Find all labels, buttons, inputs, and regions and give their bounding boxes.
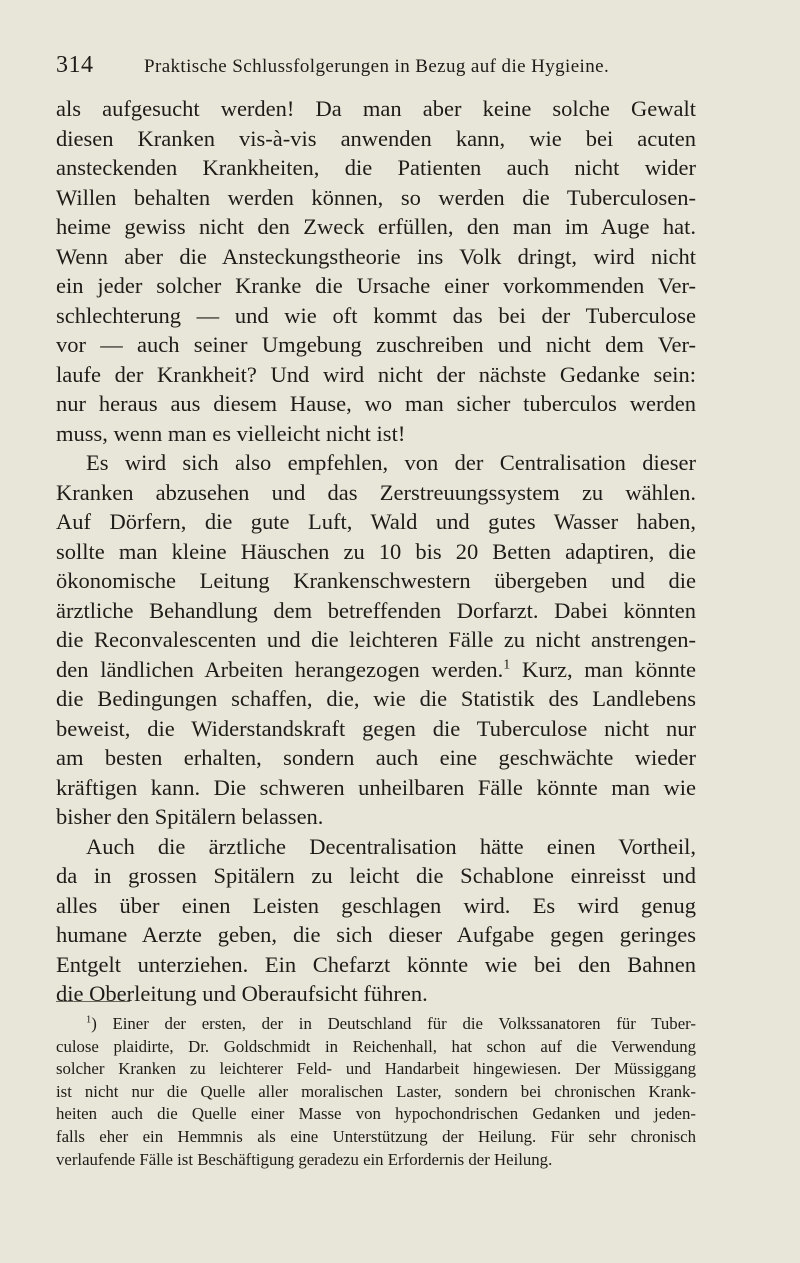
text-line: Wenn aber die Ansteckungstheorie ins Volk dringt, wird nicht: [56, 243, 696, 269]
footnote-line: ist nicht nur die Quelle aller moralischen Laster, sondern bei chronischen Krank-: [56, 1081, 696, 1101]
paragraph-first-line: Auch die ärztliche Decentralisation hätte einen Vortheil,: [86, 833, 696, 859]
footnote-line: verlaufende Fälle ist Beschäftigung geradezu ein Erfordernis der Heilung.: [56, 1149, 553, 1169]
main-text: [56, 94, 696, 1009]
text-line: die Oberleitung und Oberaufsicht führen.: [56, 981, 428, 1006]
text-line: nur heraus aus diesem Hause, wo man sicher tuberculos werden: [56, 391, 696, 416]
text-line: Willen behalten werden können, so werden die Tuberculosen-: [56, 184, 696, 210]
text-line: ansteckenden Krankheiten, die Patienten auch nicht wider: [56, 155, 696, 180]
text-line: Kranken abzusehen und das Zerstreuungssystem zu wählen.: [56, 479, 696, 505]
text-line: am besten erhalten, sondern auch eine geschwächte wieder: [56, 745, 696, 770]
page-number: 314: [56, 52, 94, 78]
footnote-line: falls eher ein Hemmnis als eine Unterstützung der Heilung. Für sehr chronisch: [56, 1126, 696, 1146]
text-line: die Reconvalescenten und die leichteren Fälle zu nicht anstrengen-: [56, 627, 696, 652]
footnote-reference: 1: [503, 657, 511, 672]
text-line: Auf Dörfern, die gute Luft, Wald und gutes Wasser haben,: [56, 509, 696, 534]
footnote: [56, 1013, 696, 1171]
running-title: Praktische Schlussfolgerungen in Bezug auf die Hygieine.: [144, 56, 610, 77]
text-line: diesen Kranken vis-à-vis anwenden kann, wie bei acuten: [56, 125, 696, 151]
text-line: ein jeder solcher Kranke die Ursache einer vorkommenden Ver-: [56, 273, 696, 298]
text-line: alles über einen Leisten geschlagen wird. Es wird genug: [56, 892, 696, 918]
text-line: als aufgesucht werden! Da man aber keine solche Gewalt: [56, 96, 696, 121]
footnote-separator: [56, 1001, 130, 1002]
text-line: Entgelt unterziehen. Ein Chefarzt könnte wie bei den Bahnen: [56, 951, 696, 977]
footnote-line: solcher Kranken zu leichterer Feld- und Handarbeit hingewiesen. Der Müssiggang: [56, 1059, 696, 1079]
text-segment: den ländlichen Arbeiten herangezogen werden.: [56, 656, 504, 682]
text-line: kräftigen kann. Die schweren unheilbaren Fälle könnte man wie: [56, 774, 696, 800]
footnote-line: heiten auch die Quelle einer Masse von hypochondrischen Gedanken und jeden-: [56, 1104, 696, 1124]
text-line: schlechterung — und wie oft kommt das bei der Tuberculose: [56, 302, 696, 328]
text-line: sollte man kleine Häuschen zu 10 bis 20 Betten adaptiren, die: [56, 538, 696, 564]
text-line: humane Aerzte geben, die sich dieser Aufgabe gegen geringes: [56, 922, 696, 947]
text-line: beweist, die Widerstandskraft gegen die Tuberculose nicht nur: [56, 715, 696, 741]
text-line: heime gewiss nicht den Zweck erfüllen, den man im Auge hat.: [56, 214, 696, 239]
footnote-text: ) Einer der ersten, der in Deutschland für die Volkssanatoren für Tuber-: [91, 1014, 696, 1033]
text-segment: Kurz, man könnte: [510, 656, 696, 682]
paragraph-first-line: Es wird sich also empfehlen, von der Centralisation dieser: [86, 450, 696, 475]
footnote-line: culose plaidirte, Dr. Goldschmidt in Reichenhall, hat schon auf die Verwendung: [56, 1036, 696, 1056]
text-line: da in grossen Spitälern zu leicht die Schablone einreisst und: [56, 863, 696, 888]
footnote-marker: 1: [86, 1014, 92, 1026]
text-line-with-footnote-ref: [56, 655, 696, 685]
footnote-line: [56, 1013, 696, 1036]
text-line: laufe der Krankheit? Und wird nicht der nächste Gedanke sein:: [56, 361, 696, 387]
text-line: die Bedingungen schaffen, die, wie die Statistik des Landlebens: [56, 686, 696, 711]
running-head: [56, 52, 696, 86]
text-line: bisher den Spitälern belassen.: [56, 804, 324, 829]
text-line: vor — auch seiner Umgebung zuschreiben und nicht dem Ver-: [56, 332, 696, 357]
text-line: ärztliche Behandlung dem betreffenden Dorfarzt. Dabei könnten: [56, 597, 696, 623]
text-line: muss, wenn man es vielleicht nicht ist!: [56, 420, 406, 446]
text-line: ökonomische Leitung Krankenschwestern übergeben und die: [56, 568, 696, 593]
